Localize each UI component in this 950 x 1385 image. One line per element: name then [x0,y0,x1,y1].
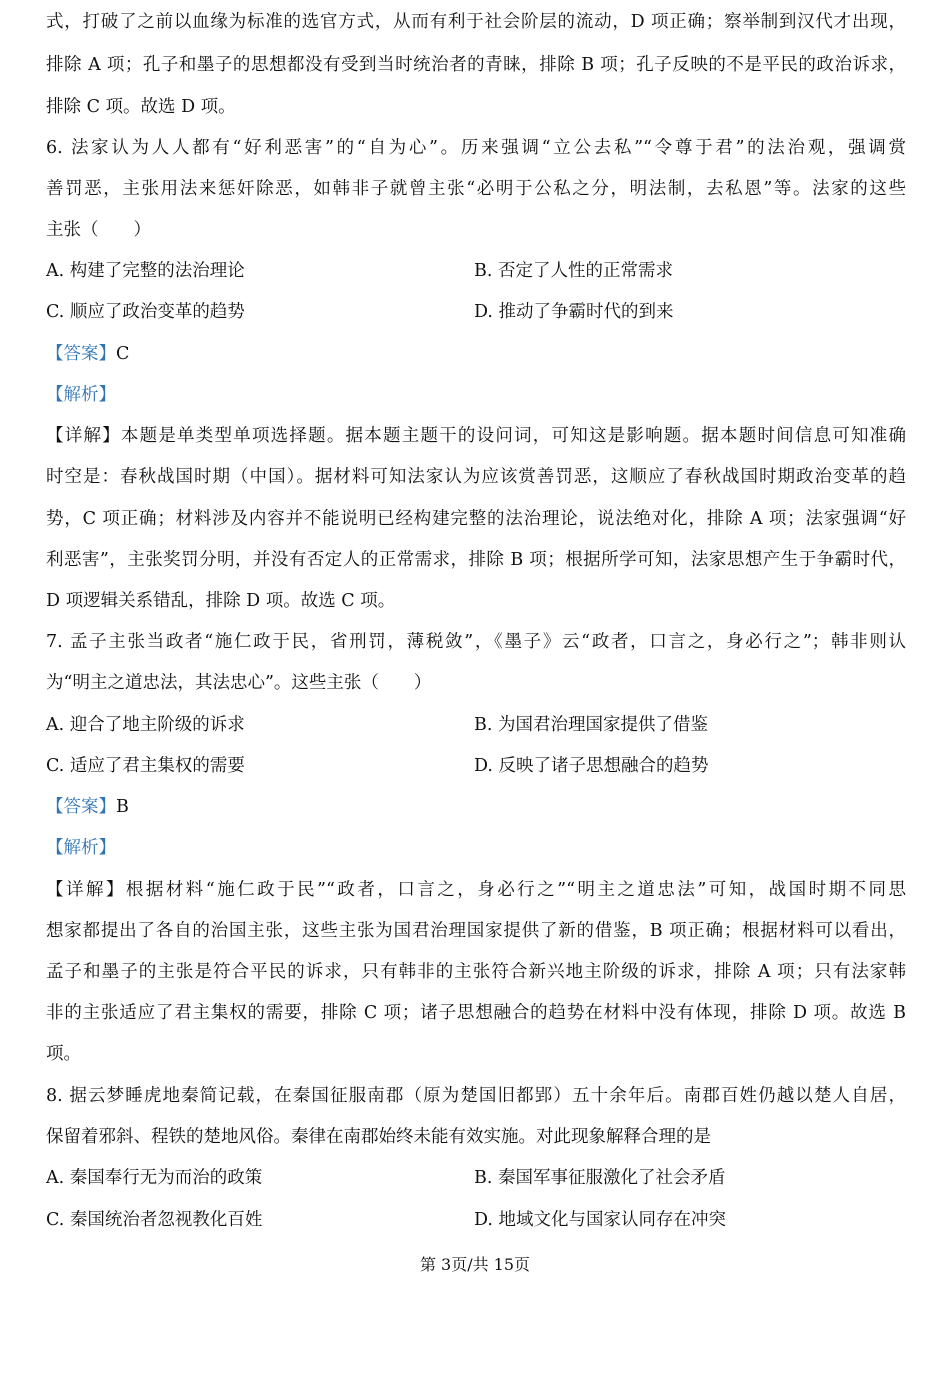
q7-detail-line-4: 非的主张适应了君主集权的需要，排除 C 项；诸子思想融合的趋势在材料中没有体现，排除 D 项。故选 B [46,1003,906,1023]
q6-answer [46,342,906,366]
intro-line-1: 式，打破了之前以血缘为标准的选官方式，从而有利于社会阶层的流动，D 项正确；察举制到汉代才出现， [46,12,906,32]
q6-detail-line-4: 利恶害”，主张奖罚分明，并没有否定人的正常需求，排除 B 项；根据所学可知，法家思想产生于争霸时代， [46,550,906,570]
q6-detail-line-2: 时空是：春秋战国时期（中国）。据材料可知法家认为应该赏善罚恶，这顺应了春秋战国时期政治变革的趋 [46,467,906,487]
q7-detail-line-2: 想家都提出了各自的治国主张，这些主张为国君治理国家提供了新的借鉴，B 项正确；根据材料可以看出， [46,921,906,941]
q7-analysis-tag: 【解析】 [46,838,116,858]
q6-analysis-tag: 【解析】 [46,385,116,405]
q8-stem-line-2: 保留着邪斜、程铁的楚地风俗。秦律在南郡始终未能有效实施。对此现象解释合理的是 [46,1127,711,1147]
q6-option-d: D. 推动了争霸时代的到来 [474,302,674,322]
q7-option-a: A. 迎合了地主阶级的诉求 [46,715,245,735]
page-number: 第 3页/共 15页 [419,1255,531,1274]
q6-stem-line-3: 主张（ ） [46,220,151,240]
q7-stem-line-1: 7. 孟子主张当政者“施仁政于民，省刑罚，薄税敛”，《墨子》云“政者，口言之，身必行之”；韩非则认 [46,632,906,652]
q7-answer-value: B [116,797,129,817]
q6-detail-line-1: 【详解】本题是单类型单项选择题。据本题主题干的设问词，可知这是影响题。据本题时间信息可知准确 [46,426,906,446]
q6-detail-line-3: 势，C 项正确；材料涉及内容并不能说明已经构建完整的法治理论，说法绝对化，排除 A 项；法家强调“好 [46,509,906,529]
q8-option-b: B. 秦国军事征服激化了社会矛盾 [474,1168,726,1188]
q8-option-d: D. 地域文化与国家认同存在冲突 [474,1210,727,1230]
q7-answer-tag: 【答案】 [46,797,116,817]
intro-line-3: 排除 C 项。故选 D 项。 [46,97,236,117]
q7-detail-line-3: 孟子和墨子的主张是符合平民的诉求，只有韩非的主张符合新兴地主阶级的诉求，排除 A 项；只有法家韩 [46,962,906,982]
q8-stem-line-1: 8. 据云梦睡虎地秦简记载，在秦国征服南郡（原为楚国旧都郢）五十余年后。南郡百姓仍越以楚人自居， [46,1086,906,1106]
q6-stem-line-2: 善罚恶，主张用法来惩奸除恶，如韩非子就曾主张“必明于公私之分，明法制，去私恩”等。法家的这些 [46,179,906,199]
q7-option-d: D. 反映了诸子思想融合的趋势 [474,756,709,776]
q6-answer-tag: 【答案】 [46,344,116,364]
q7-detail-line-5: 项。 [46,1044,81,1064]
q6-option-b: B. 否定了人性的正常需求 [474,261,673,281]
q7-detail-line-1: 【详解】根据材料“施仁政于民”“政者，口言之，身必行之”“明主之道忠法”可知，战国时期不同思 [46,880,906,900]
q8-option-a: A. 秦国奉行无为而治的政策 [46,1168,263,1188]
q6-detail-line-5: D 项逻辑关系错乱，排除 D 项。故选 C 项。 [46,591,396,611]
q6-answer-value: C [116,344,130,364]
q6-option-a: A. 构建了完整的法治理论 [46,261,245,281]
q7-option-b: B. 为国君治理国家提供了借鉴 [474,715,708,735]
q8-option-c: C. 秦国统治者忽视教化百姓 [46,1210,263,1230]
q7-stem-line-2: 为“明主之道忠法，其法忠心”。这些主张（ ） [46,673,432,693]
q6-option-c: C. 顺应了政治变革的趋势 [46,302,245,322]
q7-answer [46,795,906,819]
q7-option-c: C. 适应了君主集权的需要 [46,756,245,776]
q6-stem-line-1: 6. 法家认为人人都有“好利恶害”的“自为心”。历来强调“立公去私”“令尊于君”的法治观，强调赏 [46,138,906,158]
intro-line-2: 排除 A 项；孔子和墨子的思想都没有受到当时统治者的青睐，排除 B 项；孔子反映的不是平民的政治诉求， [46,55,906,75]
